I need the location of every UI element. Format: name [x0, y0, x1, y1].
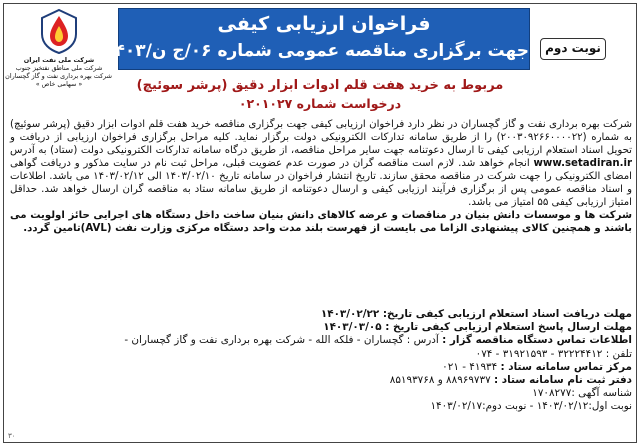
notice-title: فراخوان ارزیابی کیفی [217, 13, 431, 35]
org-name-line2: شرکت ملی مناطق نفتخیز جنوب [15, 64, 103, 72]
setad-registration: دفتر ثبت نام سامانه ستاد : ۸۸۹۶۹۷۳۷ و ۸۵۱۹۳۷۶۸ [389, 374, 632, 387]
subject-line: مربوط به خرید هفت قلم ادوات ابزار دقیق (پرشر سوئیچ) [136, 78, 504, 93]
body-paragraph-2: شرکت ها و موسسات دانش بنیان در مناقصات و عرضه کالاهای دانش بنیان ساخت داخل دستگاه های اجرایی حائز اولویت می باشند و همچنین کالای پیشنهادی الزاما می بایست از فهرست بلند مدت واحد دستگاه مرکزی وزارت نفت (AVL)تامین گردد. [10, 210, 632, 234]
notice-details [10, 308, 632, 414]
deadline-receive: مهلت دریافت اسناد استعلام ارزیابی کیفی تاریخ: ۱۴۰۳/۰۲/۲۲ [320, 308, 632, 320]
nioc-emblem-icon [38, 8, 80, 54]
contact-info: اطلاعات تماس دستگاه مناقصه گزار : آدرس : گچساران - فلکه الله - شرکت بهره برداری نفت و گاز گچساران - [124, 334, 632, 347]
company-logo [6, 8, 112, 106]
deadline-send: مهلت ارسال پاسخ استعلام ارزیابی کیفی تاریخ : ۱۴۰۳/۰۳/۰۵ [323, 321, 632, 334]
request-number: درخواست شماره ۰۲۰۱۰۲۷ [238, 96, 402, 111]
body-paragraph-1: شرکت بهره برداری نفت و گاز گچساران در نظر دارد فراخوان ارزیابی کیفی جهت برگزاری مناقصه خرید هفت قلم ادوات ابزار دقیق (پرشر سوئیچ) به شماره (۲۰۰۳۰۹۲۶۶۰۰۰۰۲۲) را از طریق سامانه تدارکات الکترونیکی دولت برگزار نماید. کلیه مراحل برگزاری فراخوان ارزیابی از دریافت و تحویل اسناد استعلام ارزیابی کیفی تا ارسال دعوتنامه جهت سایر مراحل مناقصه، از طریق درگاه سامانه تدارکات الکترونیکی دولت (ستاد) به آدرس www.setadiran.ir انجام خواهد شد. لازم است مناقصه گران در صورت عدم عضویت قبلی، مراحل ثبت نام در سایت مذکور و دریافت گواهی امضای الکترونیکی را جهت شرکت در مناقصه محقق سازند. تاریخ انتشار فراخوان در سامانه تاریخ ۱۴۰۳/۰۲/۱۰ الی ۱۴۰۳/۰۲/۱۲ می باشد. اطلاعات و اسناد مناقصه عمومی پس از برگزاری فرآیند ارزیابی کیفی و ارسال دعوتنامه از طریق سامانه ستاد به مناقصه گران ارسال خواهد شد. حداقل امتیاز ارزیابی کیفی ۵۵ امتیاز می باشد. [10, 119, 633, 208]
page-footer-number: ۳۰ [8, 432, 16, 440]
notice-body [10, 118, 632, 235]
org-name-line4: « سهامی خاص » [35, 80, 83, 88]
ad-id: شناسه آگهی :۱۷۰۸۲۷۷ [532, 387, 632, 400]
notice-subtitle: جهت برگزاری مناقصه عمومی شماره ۰۶/ج ن/۱۴۰۳ [104, 41, 529, 61]
org-name-line3: شرکت بهره برداری نفت و گاز گچساران [5, 72, 112, 80]
setad-contact: مرکز تماس سامانه ستاد : ۴۱۹۳۴ - ۰۲۱ [442, 360, 632, 373]
org-name-line1: شرکت ملی نفت ایران [23, 56, 95, 64]
setad-website-link[interactable]: www.setadiran.ir [533, 158, 632, 169]
notice-header [104, 8, 530, 70]
phone-numbers: تلفن : ۳۲۲۲۴۴۱۲ - ۳۱۹۲۱۵۹۳ - ۰۷۴ [475, 347, 632, 360]
publication-dates: نوبت اول:۱۴۰۳/۰۲/۱۲ - نوبت دوم:۱۴۰۳/۰۲/۱۷ [430, 400, 632, 413]
publication-round-badge: نوبت دوم [540, 38, 606, 60]
